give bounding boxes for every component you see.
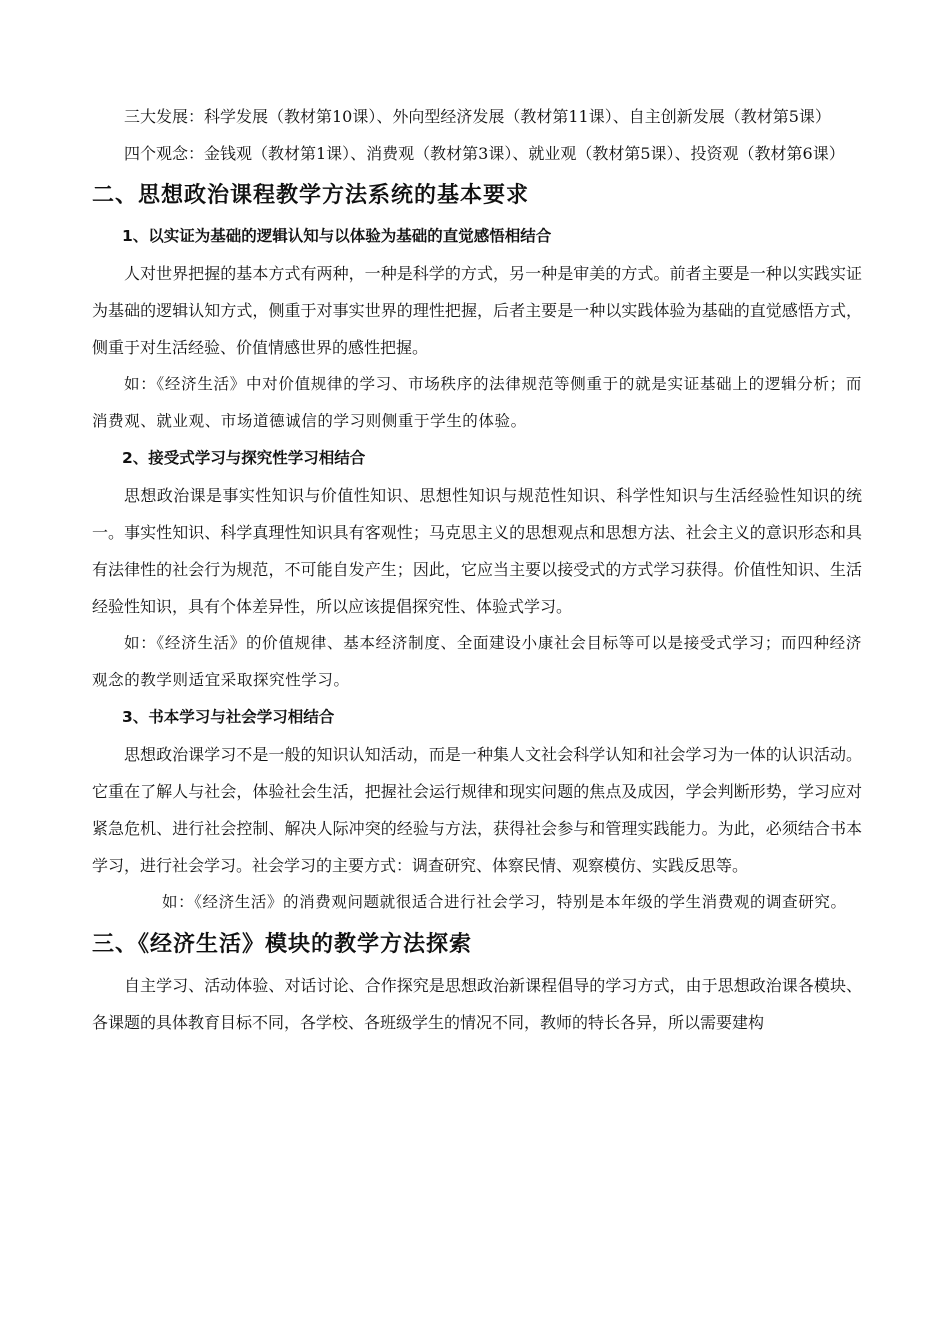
section-heading-2: 二、思想政治课程教学方法系统的基本要求 (92, 183, 530, 208)
paragraph-2-2-body: 思想政治课是事实性知识与价值性知识、思想性知识与规范性知识、科学性知识与生活经验性知识的统一。事实性知识、科学真理性知识具有客观性；马克思主义的思想观点和思想方法、社会主义的意识形态和具有法律性的社会行为规范，不可能自发产生；因此，它应当主要以接受式的方式学习获得。价值性知识、生活经验性知识，具有个体差异性，所以应该提倡探究性、体验式学习。 (92, 486, 862, 616)
subsection-heading-2-3: 3、书本学习与社会学习相结合 (122, 708, 335, 726)
paragraph-2-1-body: 人对世界把握的基本方式有两种，一种是科学的方式，另一种是审美的方式。前者主要是一种以实践实证为基础的逻辑认知方式，侧重于对事实世界的理性把握，后者主要是一种以实践体验为基础的直觉感悟方式，侧重于对生活经验、价值情感世界的感性把握。 (92, 264, 862, 357)
section-heading-3: 三、《经济生活》模块的教学方法探索 (92, 932, 473, 957)
paragraph-3-body: 自主学习、活动体验、对话讨论、合作探究是思想政治新课程倡导的学习方式，由于思想政治课各模块、各课题的具体教育目标不同，各学校、各班级学生的情况不同，教师的特长各异，所以需要建构 (92, 976, 862, 1032)
subsection-heading-2-1: 1、以实证为基础的逻辑认知与以体验为基础的直觉感悟相结合 (122, 227, 552, 245)
paragraph-2-3-example: 如：《经济生活》的消费观问题就很适合进行社会学习，特别是本年级的学生消费观的调查研究。 (162, 893, 847, 911)
paragraph-2-3-body: 思想政治课学习不是一般的知识认知活动，而是一种集人文社会科学认知和社会学习为一体的认识活动。它重在了解人与社会，体验社会生活，把握社会运行规律和现实问题的焦点及成因，学会判断形势，学习应对紧急危机、进行社会控制、解决人际冲突的经验与方法，获得社会参与和管理实践能力。为此，必须结合书本学习，进行社会学习。社会学习的主要方式：调查研究、体察民情、观察模仿、实践反思等。 (92, 745, 862, 875)
intro-paragraph-development: 三大发展：科学发展（教材第10课）、外向型经济发展（教材第11课）、自主创新发展（教材第5课） (124, 107, 831, 126)
paragraph-2-1-example: 如：《经济生活》中对价值规律的学习、市场秩序的法律规范等侧重于的就是实证基础上的逻辑分析；而消费观、就业观、市场道德诚信的学习则侧重于学生的体验。 (92, 375, 862, 430)
subsection-heading-2-2: 2、接受式学习与探究性学习相结合 (122, 449, 366, 467)
paragraph-2-2-example: 如：《经济生活》的价值规律、基本经济制度、全面建设小康社会目标等可以是接受式学习；而四种经济观念的教学则适宜采取探究性学习。 (92, 634, 862, 689)
intro-paragraph-concepts: 四个观念：金钱观（教材第1课）、消费观（教材第3课）、就业观（教材第5课）、投资观（教材第6课） (124, 144, 845, 163)
document-body (92, 98, 862, 1041)
